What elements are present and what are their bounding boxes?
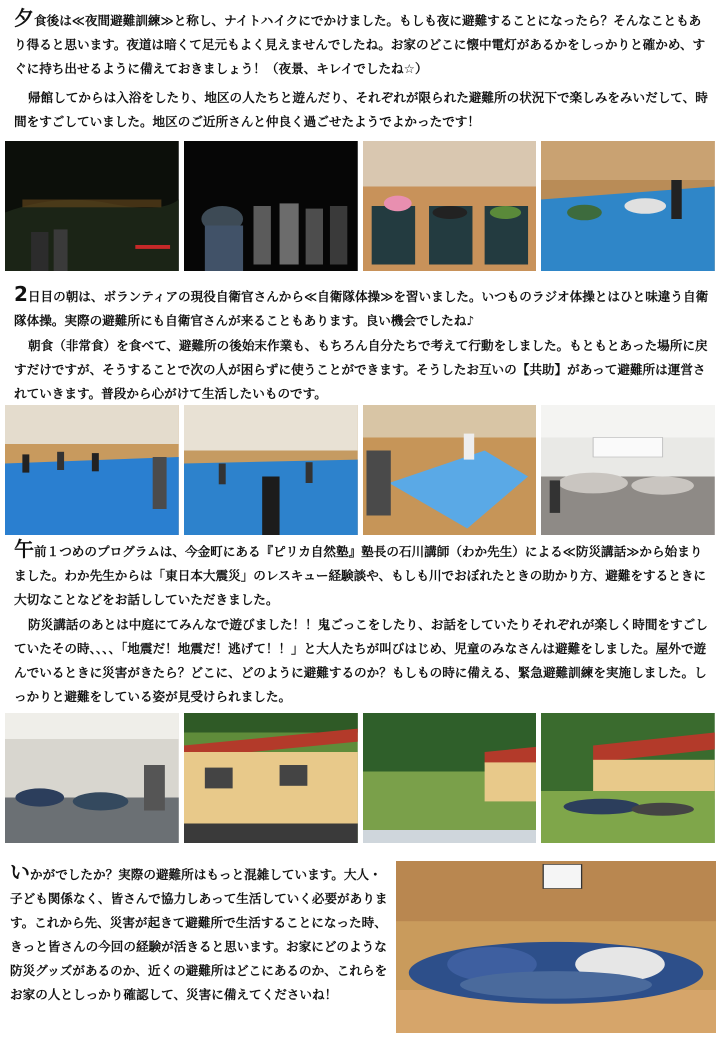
section2-paragraph-1 [14,284,710,333]
section4-paragraph [10,862,390,1007]
photo-night-view [5,141,179,271]
photo-lecture-room [5,713,179,843]
dropcap: 2 [14,282,28,306]
photo-classroom [541,405,715,535]
photo-row-night [5,141,715,271]
photo-gym-exercise-1 [5,405,179,535]
section2-paragraph-2: 朝食（非常食）を食べて、避難所の後始末作業も、もちろん自分たちで考えて行動をしました。もともとあった場所に戻すだけですが、そうすることで次の人が困らずに使うことができます。そうしたお互いの【共助】があって避難所は運営されていきます。普段から心がけて生活したいものです。 [14,338,708,401]
dropcap: 夕 [14,6,34,30]
section3-paragraph-2: 防災講話のあとは中庭にてみんなで遊びました！！鬼ごっこをしたり、お話をしていたりそれぞれが楽しく時間をすごしていたその時、、、、「地震だ！地震だ！逃げて！！」と大人たちが叫びはじめ、児童のみなさんは避難をしました。屋外で遊んでいるときに災害がきたら？どこに、どのように避難するのか？もしもの時に備える、緊急避難訓練を実施しました。しっかりと避難をしている姿が見受けられました。 [14,617,708,704]
photo-evacuation-group [541,713,715,843]
photo-gym-mats [363,141,537,271]
dropcap: い [10,860,30,884]
photo-gym-tarp [541,141,715,271]
photo-row-morning [5,405,715,535]
photo-gym-exercise-2 [184,405,358,535]
photo-folding-tarp [363,405,537,535]
paragraph-text: 前１つめのプログラムは、今金町にある『ピリカ自然塾』塾長の石川講師（わか先生）による≪防災講話≫から始まりました。わか先生からは「東日本大震災」のレスキュー経験談や、もしも川でおぼれたときの助かり方、避難をするときに大切なことなどをお話ししていただきました。 [14,544,707,607]
section3-paragraph-1 [14,539,710,612]
paragraph-text: 食後は≪夜間避難訓練≫と称し、ナイトハイクにでかけました。もしも夜に避難することになったら？そんなこともあり得ると思います。夜道は暗くて足元もよく見えませんでしたね。お家のどこに懐中電灯があるかをしっかりと確かめ、すぐに持ち出せるように備えておきましょう！（夜景、キレイでしたね☆） [14,13,706,76]
paragraph-text: かがでしたか？実際の避難所はもっと混雑しています。大人・子ども関係なく、皆さんで協力しあって生活していく必要があります。これから先、災害が起きて避難所で生活することになった時、きっと皆さんの今回の経験が活きると思います。お家にどのような防災グッズがあるのか、近くの避難所はどこにあるのか、これらをお家の人としっかり確認して、災害に備えてくださいね！ [10,867,388,1002]
photo-group-portrait [396,861,716,1033]
photo-school-building-1 [184,713,358,843]
section1-paragraph-1 [14,8,710,81]
photo-night-group [184,141,358,271]
section1-paragraph-2: 帰館してからは入浴をしたり、地区の人たちと遊んだり、それぞれが限られた避難所の状況下で楽しみをみいだして、時間をすごしていました。地区のご近所さんと仲良く過ごせたようでよかったです！ [14,90,708,129]
photo-row-outdoor [5,713,715,843]
dropcap: 午 [14,537,34,561]
photo-courtyard [363,713,537,843]
paragraph-text: 日目の朝は、ボランティアの現役自衛官さんから≪自衛隊体操≫を習いました。いつものラジオ体操とはひと味違う自衛隊体操。実際の避難所にも自衛官さんが来ることもあります。良い機会でしたね♪ [14,289,709,328]
